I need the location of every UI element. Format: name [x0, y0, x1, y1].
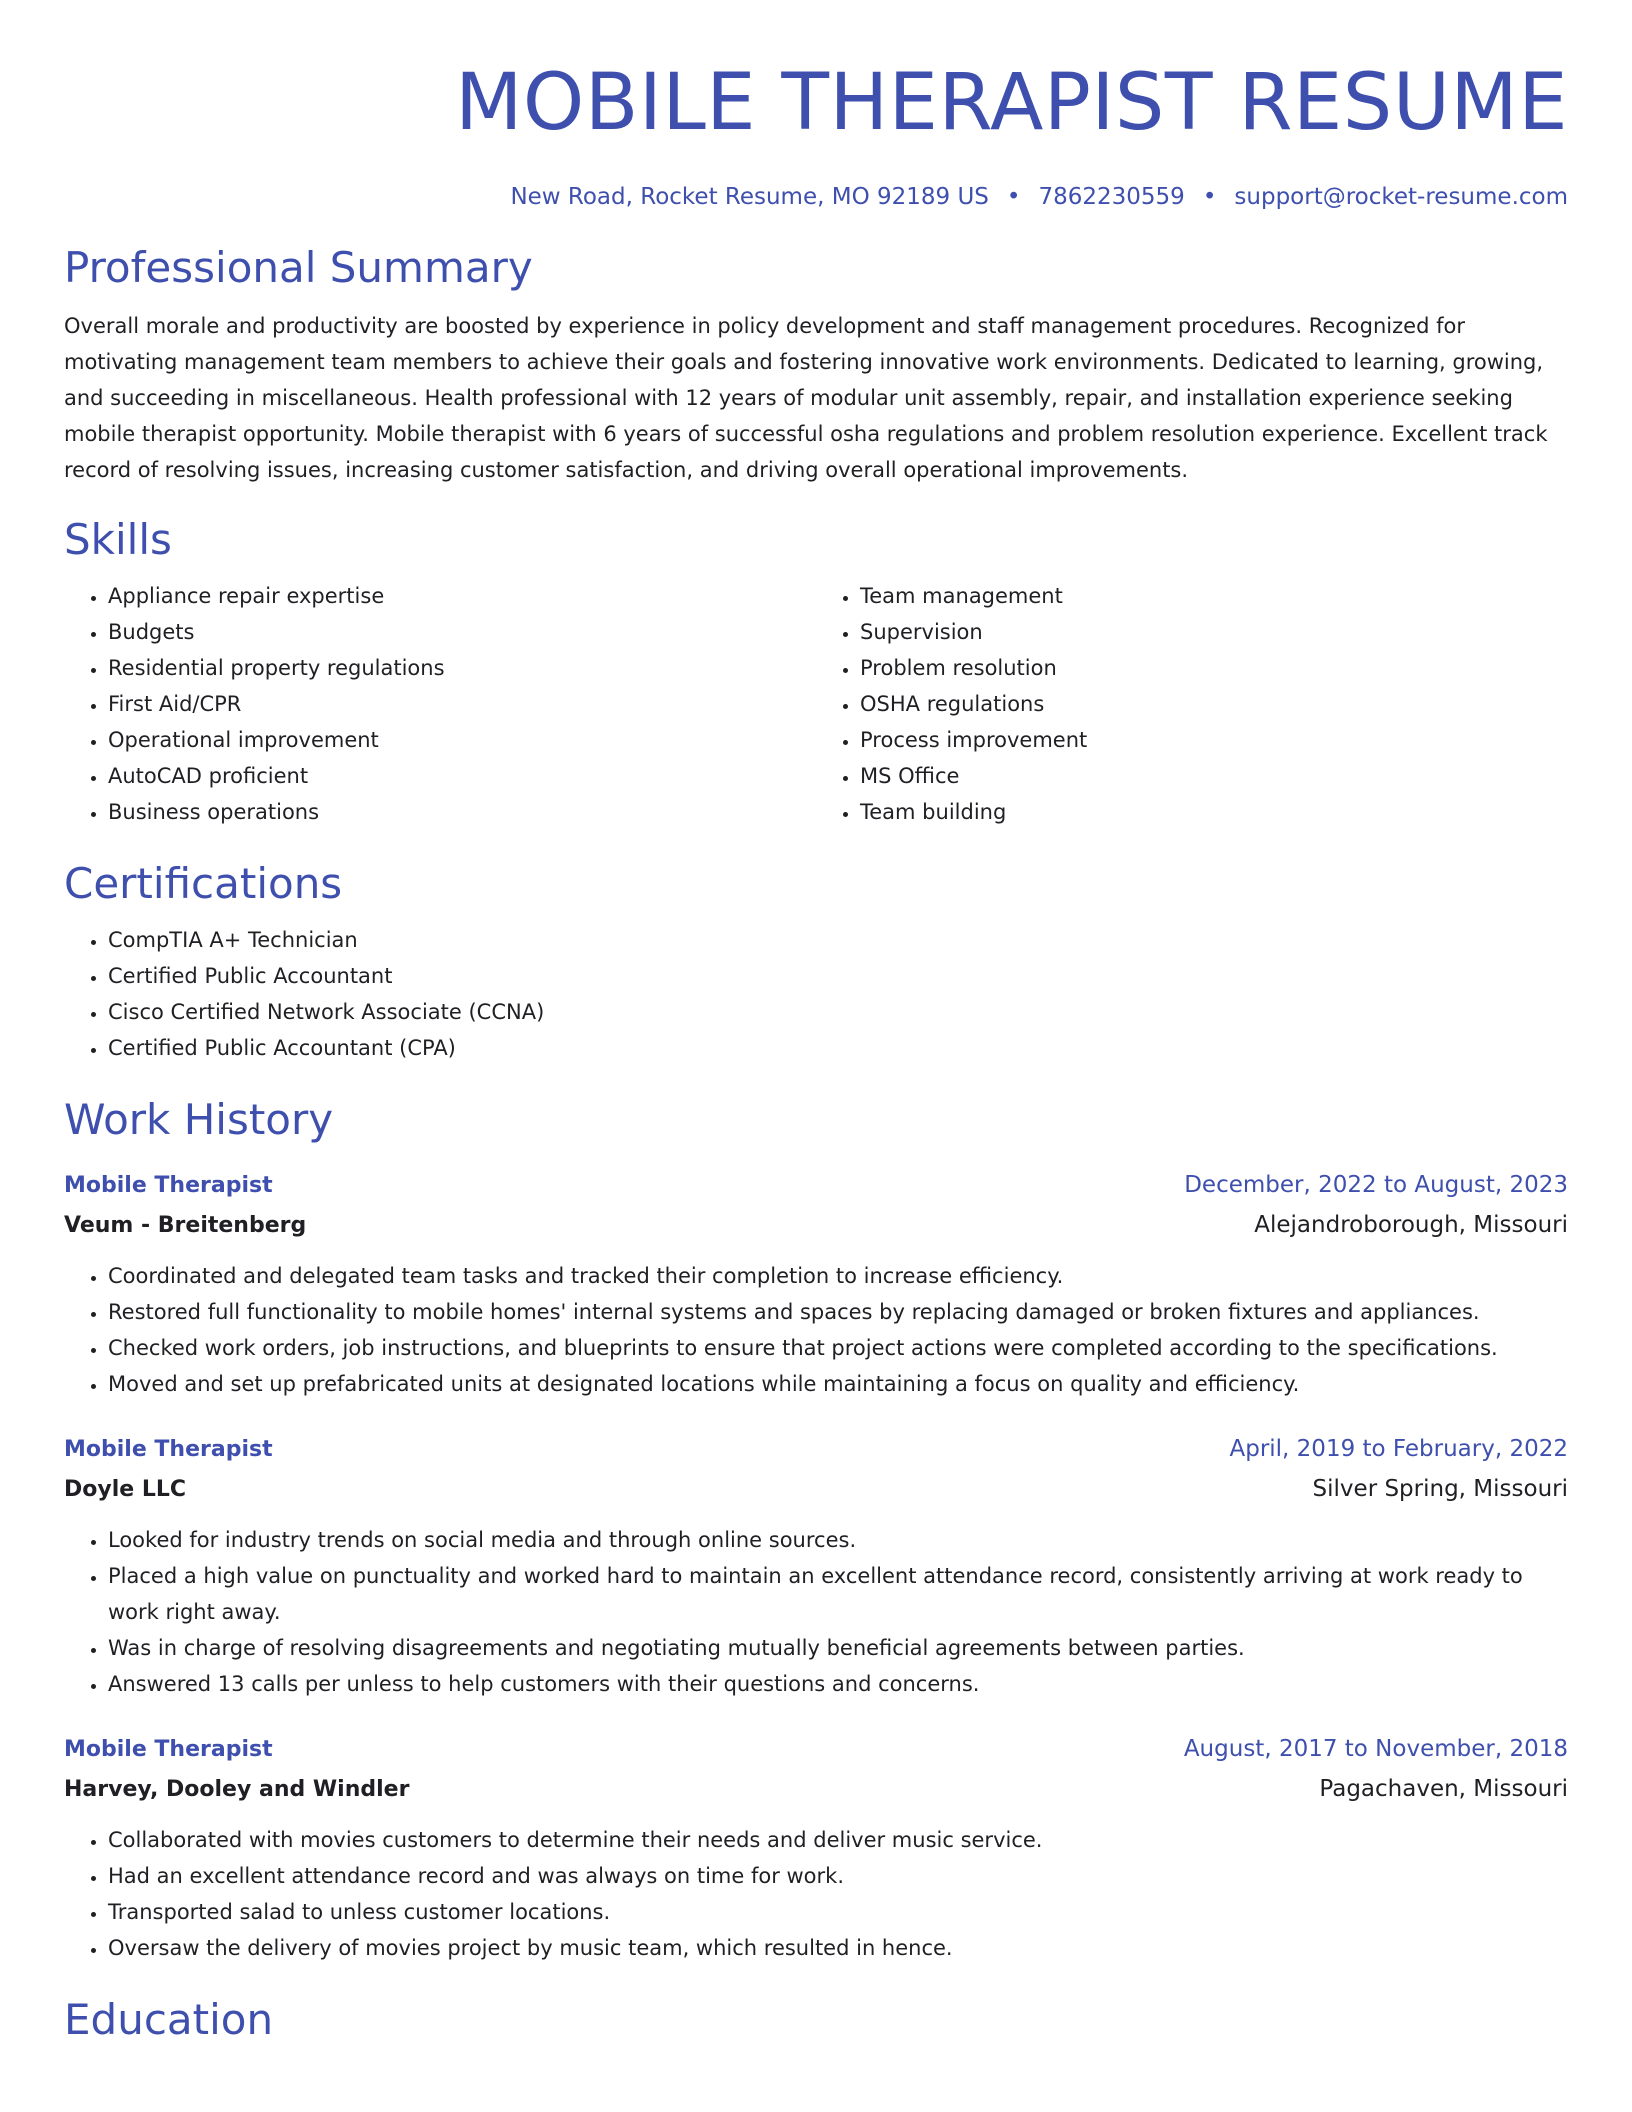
contact-address: New Road, Rocket Resume, MO 92189 US: [510, 184, 989, 210]
skill-item: • Operational improvement: [108, 722, 816, 758]
resume-page: [64, 0, 1568, 2048]
job-bullet: • Looked for industry trends on social media and through online sources.: [108, 1522, 1568, 1558]
job-title: Mobile Therapist: [64, 1437, 273, 1462]
job-dates: April, 2019 to February, 2022: [1229, 1436, 1568, 1462]
skill-item: • First Aid/CPR: [108, 686, 816, 722]
job-header-row: [64, 1430, 1568, 1469]
resume-title: MOBILE THERAPIST RESUME: [455, 58, 1568, 148]
job-bullet: • Restored full functionality to mobile homes' internal systems and spaces by replacing damaged or broken fixtures and appliances.: [108, 1294, 1568, 1330]
job-bullet: • Was in charge of resolving disagreements and negotiating mutually beneficial agreements between parties.: [108, 1630, 1568, 1666]
job-bullet: • Placed a high value on punctuality and worked hard to maintain an excellent attendance record, consistently arriving at work ready to work right away.: [108, 1558, 1568, 1630]
certifications-list: [64, 922, 1568, 1066]
skill-item: • Appliance repair expertise: [108, 578, 816, 614]
job-bullet: • Moved and set up prefabricated units at designated locations while maintaining a focus on quality and efficiency.: [108, 1366, 1568, 1402]
skill-item: • AutoCAD proficient: [108, 758, 816, 794]
contact-phone: 7862230559: [1038, 184, 1185, 210]
job-bullet: • Transported salad to unless customer locations.: [108, 1894, 1568, 1930]
job-bullet: • Coordinated and delegated team tasks and tracked their completion to increase efficiency.: [108, 1258, 1568, 1294]
skill-item: • Budgets: [108, 614, 816, 650]
skills-column-left: [64, 578, 816, 830]
section-title-work-history: Work History: [64, 1095, 334, 1144]
contact-separator: •: [1006, 184, 1021, 210]
section-title-certifications: Certifications: [64, 859, 343, 908]
job-location: Alejandroborough, Missouri: [1254, 1212, 1568, 1238]
certification-item: • CompTIA A+ Technician: [108, 922, 1568, 958]
job-entry: [64, 1166, 1568, 1402]
job-dates: August, 2017 to November, 2018: [1183, 1736, 1568, 1762]
job-bullets: [64, 1822, 1568, 1966]
skill-item: • MS Office: [860, 758, 1568, 794]
job-company-row: [64, 1769, 1568, 1810]
skill-item: • Process improvement: [860, 722, 1568, 758]
job-bullet: • Oversaw the delivery of movies project by music team, which resulted in hence.: [108, 1930, 1568, 1966]
summary-text: Overall morale and productivity are boosted by experience in policy development and staff management procedures. Recognized for motivating management team members to achieve their goals and fostering innovative work environments. Dedicated to learning, growing, and succeeding in miscellaneous. Health professional with 12 years of modular unit assembly, repair, and installation experience seeking mobile therapist opportunity. Mobile therapist with 6 years of successful osha regulations and problem resolution experience. Excellent track record of resolving issues, increasing customer satisfaction, and driving overall operational improvements.: [64, 314, 1548, 482]
skill-item: • Problem resolution: [860, 650, 1568, 686]
job-entry: [64, 1430, 1568, 1702]
job-bullet: • Had an excellent attendance record and was always on time for work.: [108, 1858, 1568, 1894]
job-bullet: • Checked work orders, job instructions, and blueprints to ensure that project actions were completed according to the specifications.: [108, 1330, 1568, 1366]
skill-item: • Residential property regulations: [108, 650, 816, 686]
skill-item: • Business operations: [108, 794, 816, 830]
skill-item: • OSHA regulations: [860, 686, 1568, 722]
job-company-row: [64, 1205, 1568, 1246]
job-bullets: [64, 1522, 1568, 1702]
certification-item: • Certified Public Accountant: [108, 958, 1568, 994]
job-bullets: [64, 1258, 1568, 1402]
job-location: Pagachaven, Missouri: [1319, 1776, 1568, 1802]
skill-item: • Team building: [860, 794, 1568, 830]
certification-item: • Certified Public Accountant (CPA): [108, 1030, 1568, 1066]
job-bullet: • Answered 13 calls per unless to help customers with their questions and concerns.: [108, 1666, 1568, 1702]
job-company-row: [64, 1469, 1568, 1510]
section-title-skills: Skills: [64, 515, 172, 564]
section-title-summary: Professional Summary: [64, 243, 533, 292]
job-location: Silver Spring, Missouri: [1312, 1476, 1568, 1502]
certification-item: • Cisco Certified Network Associate (CCNA): [108, 994, 1568, 1030]
job-entry: [64, 1730, 1568, 1966]
section-title-education: Education: [64, 1995, 274, 2044]
job-dates: December, 2022 to August, 2023: [1184, 1172, 1568, 1198]
skills-column-right: [816, 578, 1568, 830]
contact-separator: •: [1202, 184, 1217, 210]
job-bullet: • Collaborated with movies customers to determine their needs and deliver music service.: [108, 1822, 1568, 1858]
job-header-row: [64, 1166, 1568, 1205]
job-company: Veum - Breitenberg: [64, 1213, 307, 1238]
contact-email[interactable]: support@rocket-resume.com: [1234, 184, 1568, 210]
skill-item: • Team management: [860, 578, 1568, 614]
job-company: Doyle LLC: [64, 1477, 187, 1502]
job-header-row: [64, 1730, 1568, 1769]
job-title: Mobile Therapist: [64, 1737, 273, 1762]
contact-line: [64, 180, 1568, 214]
job-company: Harvey, Dooley and Windler: [64, 1777, 410, 1802]
skills-list: [64, 578, 1568, 830]
skill-item: • Supervision: [860, 614, 1568, 650]
job-title: Mobile Therapist: [64, 1173, 273, 1198]
